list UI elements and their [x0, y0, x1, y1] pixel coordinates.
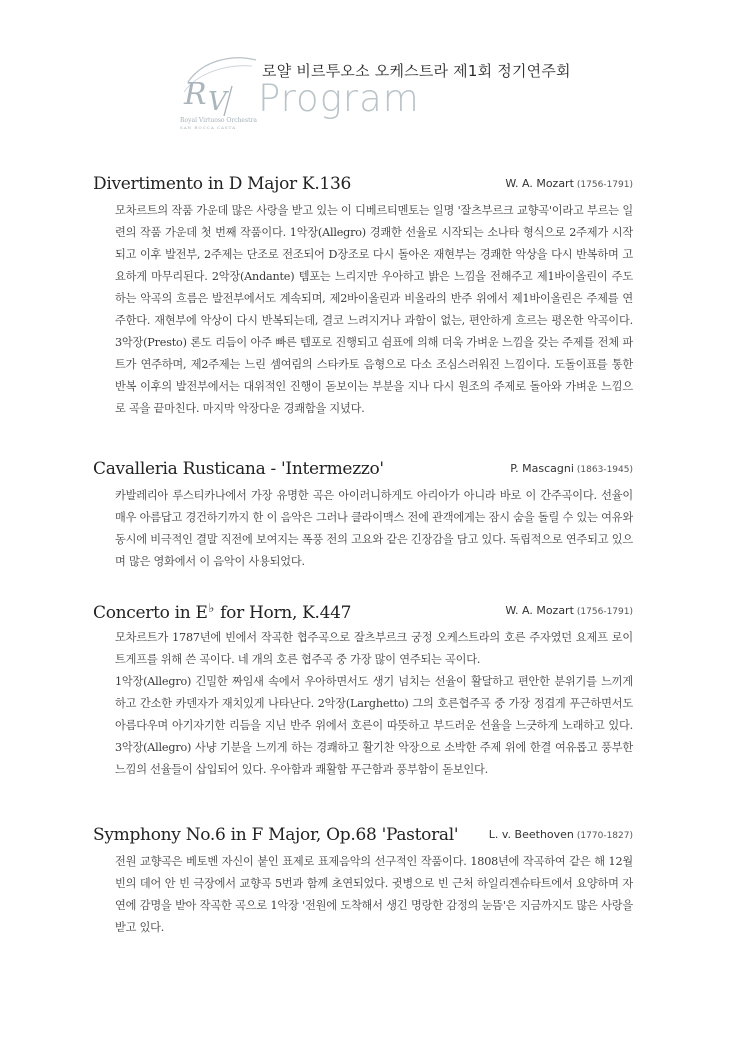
composer-years: (1770-1827) — [576, 831, 633, 841]
piece-description — [115, 627, 633, 781]
piece-title: Cavalleria Rusticana - 'Intermezzo' — [93, 459, 384, 479]
composer-name: W. A. Mozart — [505, 177, 574, 190]
piece-header — [93, 825, 633, 849]
paragraph: 1악장(Allegro) 긴밀한 짜임새 속에서 우아하면서도 생기 넘치는 선율이 활달하고 편안한 분위기를 느끼게 하고 간소한 카덴자가 재치있게 나타난다. 2악장(Larghetto) 그의 호른협주곡 중 가장 정겹게 푸근하면서도 아름다우며 아기자기한 리듬을 지닌 반주 위에서 호른이 따뜻하고 부드러운 선율을 느긋하게 노래하고 있다. 3악장(Allegro) 사냥 기분을 느끼게 하는 경쾌하고 활기찬 악장으로 소박한 주제 위에 한결 여유롭고 풍부한 느낌의 선율들이 삽입되어 있다. 우아함과 쾌활함 푸근함과 풍부함이 돋보인다. — [115, 675, 633, 776]
piece-title: Symphony No.6 in F Major, Op.68 'Pastoral' — [93, 825, 459, 845]
piece-horn-concerto — [93, 601, 633, 781]
composer-years: (1756-1791) — [576, 607, 633, 617]
piece-header — [93, 174, 633, 198]
paragraph: 전원 교향곡은 베토벤 자신이 붙인 표제로 표제음악의 선구적인 작품이다. 1808년에 작곡하여 같은 해 12월 빈의 데어 안 빈 극장에서 교향곡 5번과 함께 초연되었다. 귓병으로 빈 근처 하일리겐슈타트에서 요양하며 자연에 감명을 받아 작곡한 곡으로 1악장 '전원에 도착해서 생긴 명랑한 감정의 눈뜸'은 지금까지도 많은 사랑을 받고 있다. — [115, 855, 633, 934]
logo-caption — [180, 117, 257, 131]
composer-years: (1756-1791) — [576, 180, 633, 190]
composer-name: L. v. Beethoven — [488, 828, 574, 841]
piece-pastoral-symphony — [93, 825, 633, 939]
composer — [505, 604, 633, 617]
piece-header — [93, 601, 633, 625]
paragraph: 모차르트가 1787년에 빈에서 작곡한 협주곡으로 잘츠부르크 궁정 오케스트라의 호른 주자였던 요제프 로이트게프를 위해 쓴 곡이다. 네 개의 호른 협주곡 중 가장 많이 연주되는 곡이다. — [115, 631, 633, 666]
piece-title-rest: for Horn, K.447 — [215, 603, 352, 623]
piece-divertimento — [93, 174, 633, 420]
composer — [510, 462, 633, 475]
piece-header — [93, 459, 633, 483]
concert-title: 로얄 비르투오소 오케스트라 제1회 정기연주회 — [262, 62, 571, 80]
piece-title-main: Concerto in E — [93, 603, 208, 623]
piece-title: Divertimento in D Major K.136 — [93, 174, 351, 194]
program-heading: Program — [258, 77, 420, 120]
piece-description — [115, 485, 633, 573]
piece-cavalleria — [93, 459, 633, 573]
composer — [489, 828, 633, 841]
composer-years: (1863-1945) — [576, 465, 633, 475]
svg-text:V: V — [208, 87, 227, 117]
paragraph: 카발레리아 루스티카나에서 가장 유명한 곡은 아이러니하게도 아리아가 아니라 바로 이 간주곡이다. 선율이 매우 아름답고 경건하기까지 한 이 음악은 그러나 클라이맥스 전에 관객에게는 잠시 숨을 돌릴 수 있는 여유와 동시에 비극적인 결말 직전에 보여지는 폭풍 전의 고요와 같은 긴장감을 담고 있다. 독립적으로 연주되고 있으며 많은 영화에서 이 음악이 사용되었다. — [115, 489, 633, 568]
composer — [505, 177, 633, 190]
logo-caption-line2: SAN ROCCA CASTA — [180, 125, 236, 130]
composer-name: W. A. Mozart — [505, 604, 574, 617]
paragraph: 모차르트의 작품 가운데 많은 사랑을 받고 있는 이 디베르티멘토는 일명 '잘츠부르크 교향곡'이라고 부르는 일련의 작품 가운데 첫 번째 작품이다. 1악장(Allegro) 경쾌한 선율로 시작되는 소나타 형식으로 2주제가 시작되고 이후 발전부, 2주제는 단조로 전조되어 D장조로 다시 돌아온 재현부는 경쾌한 악상을 다시 반복하며 고요하게 마무리된다. 2악장(Andante) 템포는 느리지만 우아하고 밝은 느낌을 전해주고 제1바이올린이 주도하는 악곡의 흐름은 발전부에서도 계속되며, 제2바이올린과 비올라의 반주 위에서 제1바이올린은 주제를 연주한다. 재현부에 악상이 다시 반복되는데, 결코 느려지거나 과함이 없는, 편안하게 흐르는 평온한 악곡이다. 3악장(Presto) 론도 리듬이 아주 빠른 템포로 진행되고 쉼표에 의해 더욱 가벼운 느낌을 갖는 주제를 전체 파트가 연주하며, 제2주제는 느린 셈여림의 스타카토 음형으로 다소 조심스러워진 느낌이다. 도돌이표를 통한 반복 이후의 발전부에서는 대위적인 진행이 돋보이는 부분을 지나 다시 원조의 주제로 돌아와 가벼운 느낌으로 곡을 끝마친다. 마지막 악장다운 경쾌함을 지녔다. — [115, 204, 633, 415]
composer-name: P. Mascagni — [510, 462, 574, 475]
flat-symbol: ♭ — [208, 601, 215, 615]
logo-caption-line1: Royal Virtuoso Orchestra — [180, 117, 257, 124]
piece-description — [115, 200, 633, 420]
piece-description — [115, 851, 633, 939]
svg-text:R: R — [184, 77, 207, 112]
piece-title — [93, 601, 351, 623]
